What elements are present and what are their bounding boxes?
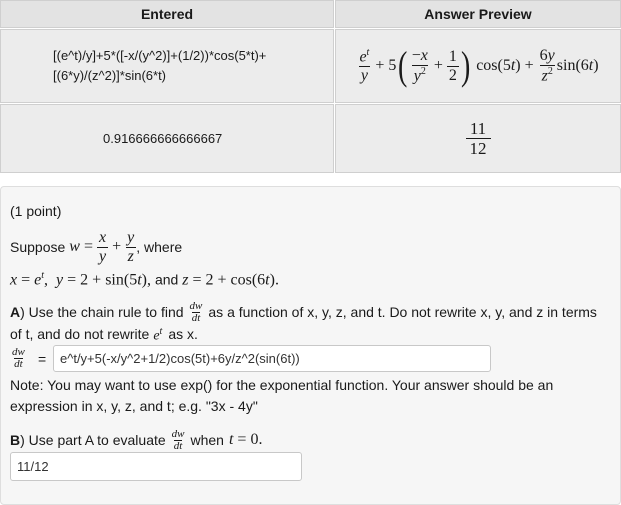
header-entered [0,0,334,28]
points-label: (1 point) [10,203,62,219]
note-text: Note: You may want to use exp() for the exponential function. Your answer should be an expression in x, y, z, and t; e.g. "3x - 4y" [10,377,554,414]
part-b-text: B ) Use part A to evaluate dw dt when t = 0. [10,427,263,452]
parametrization: $x = e^t$, y = 2 + sin(5t), and z = 2 + cos(6t). [10,270,279,289]
row1-preview-math: $\frac{e^t}{y}$ + 5 ( $\frac{-x}{y^2}$ + $\frac{1}{2}$ ) cos(5 t ) + $\frac{6y}{z^2}$ sin(6 t ) [359,43,599,88]
answer-a-value: e^t/y+5(-x/y^2+1/2)cos(5t)+6y/z^2(sin(6t)) [60,351,300,366]
answer-a-input[interactable] [53,345,491,372]
answer-b-input[interactable] [10,452,302,481]
results-table [0,0,621,174]
dw-dt-fraction: dw dt [189,299,203,324]
row2-preview-den: 12 [466,138,491,157]
header-answer-preview [335,0,621,28]
where-text: , where [136,239,183,255]
row2-entered-value: 0.916666666666667 [103,131,223,146]
row2-preview-cell [335,104,621,173]
suppose-text: Suppose [10,239,66,255]
part-b-label: B [10,432,21,448]
row1-entered-line1: [(e^t)/y]+5*([-x/(y^2)]+(1/2))*cos(5*t)+ [53,48,267,63]
e-t-symbol: $e^t$ [153,326,163,344]
header-preview-label: Answer Preview [424,6,532,22]
answer-b-value: 11/12 [17,459,49,474]
problem-statement-line1 [10,228,183,265]
dw-dt-fraction-b: dw dt [171,427,185,452]
t-equals-zero: t = 0. [228,431,263,448]
w-equation: w = $\frac{x}{y}$ + $\frac{y}{z}$ [69,228,135,265]
equals-sign: = [38,351,47,367]
part-a-text: A ) Use the chain rule to find dw dt as a function of x, y, z, and t. Do not rewrite x, y, and z in terms of t, and do not rewrite $e^t$ as x. [10,299,597,344]
row2-preview-fraction [466,120,491,157]
row1-entered-cell [0,29,334,103]
dw-dt-label: dw dt [12,346,25,370]
row2-preview-num: 11 [469,119,487,138]
row2-entered-cell [0,104,334,173]
row1-preview-cell [335,29,621,103]
header-entered-label: Entered [140,6,194,22]
part-a-label: A [10,304,21,320]
problem-panel [0,186,621,505]
row1-entered-line2: [(6*y)/(z^2)]*sin(6*t) [53,68,167,83]
